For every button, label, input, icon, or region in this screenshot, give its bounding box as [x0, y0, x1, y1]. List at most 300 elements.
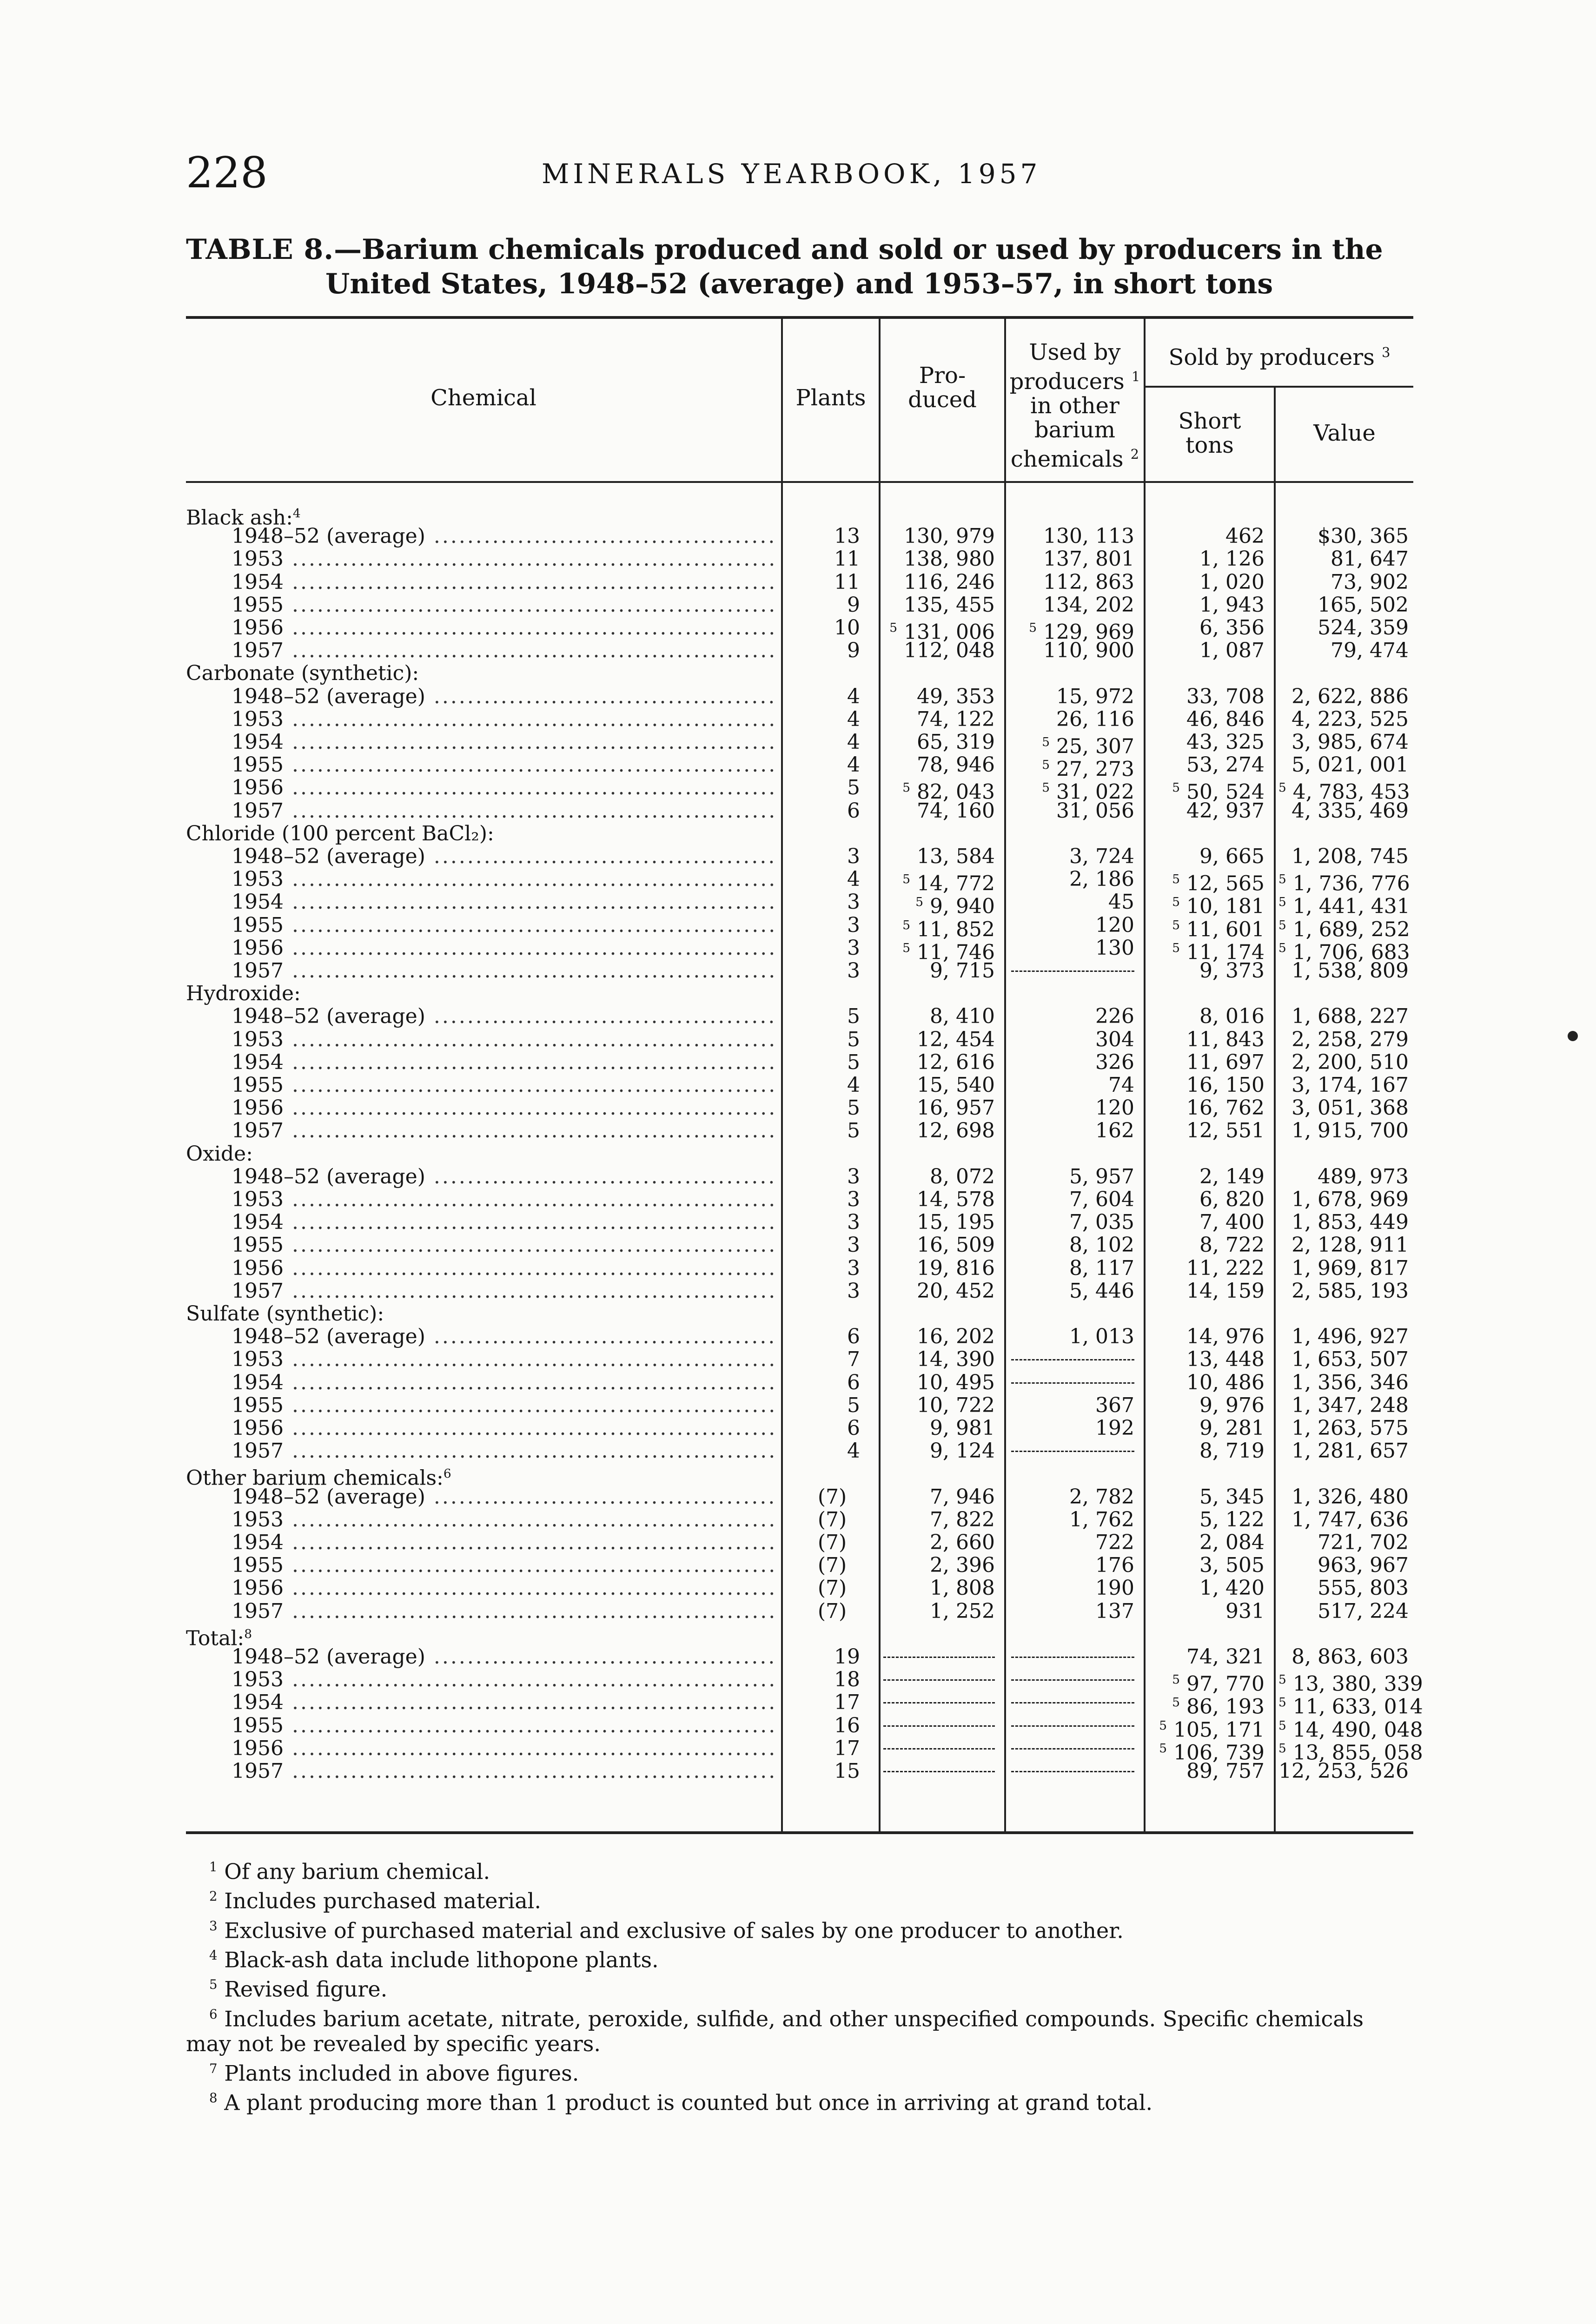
produced-cell [883, 959, 995, 982]
row-year: 1948–52 (average) ..... [232, 1645, 776, 1668]
used-cell-value: 129, 969 [1043, 620, 1134, 644]
used-cell [1009, 1486, 1134, 1508]
table-row [186, 799, 1413, 822]
row-year: 1948–52 (average) ..... [232, 685, 776, 708]
used-cell-value: 130, 113 [1043, 524, 1134, 548]
produced-cell [883, 753, 995, 776]
short-tons-cell-note: 5 [1159, 1741, 1167, 1756]
produced-cell-value: 130, 979 [904, 524, 995, 548]
plants-cell: 4 [847, 867, 860, 891]
footnote-text: Includes purchased material. [224, 1888, 541, 1914]
used-cell [1009, 639, 1134, 662]
page-header [186, 148, 1413, 199]
short-tons-cell-value: 10, 486 [1186, 1370, 1265, 1394]
value-cell [1278, 1234, 1409, 1256]
plants-cell: 17 [834, 1736, 860, 1760]
table-row [186, 1668, 1423, 1696]
short-tons-cell-value: 97, 770 [1186, 1672, 1265, 1696]
short-tons-cell [1148, 1211, 1265, 1234]
table-row [186, 1394, 1413, 1417]
produced-cell [883, 1280, 995, 1302]
short-tons-cell-note: 5 [1172, 780, 1180, 795]
row-year: 1954 ..... [232, 1691, 776, 1714]
category-name: Carbonate (synthetic): [186, 662, 419, 685]
value-cell [1278, 525, 1409, 548]
value-cell-value: 1, 969, 817 [1291, 1256, 1409, 1280]
short-tons-cell [1148, 731, 1265, 753]
table-row [186, 1234, 1413, 1256]
value-cell-value: 1, 281, 657 [1291, 1439, 1409, 1463]
used-cell [1009, 1577, 1134, 1599]
short-tons-cell-value: 1, 420 [1199, 1576, 1265, 1600]
category-name: Chloride (100 percent BaCl₂): [186, 822, 494, 845]
used-cell [1009, 548, 1134, 570]
short-tons-cell-value: 3, 505 [1199, 1553, 1265, 1578]
row-year: 1954 ..... [232, 571, 776, 594]
plants-cell: 3 [847, 959, 860, 983]
short-tons-cell [1148, 1508, 1265, 1531]
row-year: 1955 ..... [232, 753, 776, 776]
short-tons-cell [1148, 1119, 1265, 1142]
bottom-rule [186, 1831, 1413, 1834]
row-year: 1953 ..... [232, 1668, 776, 1691]
value-cell-value: 81, 647 [1331, 547, 1409, 571]
short-tons-cell [1148, 1074, 1265, 1096]
used-cell [1009, 1325, 1134, 1348]
used-cell-value: 120 [1095, 1096, 1134, 1120]
plants-cell: 11 [834, 570, 860, 594]
produced-cell-value: 8, 072 [930, 1164, 995, 1188]
col-header-used-line-5: chemicals $^2$ [1010, 446, 1139, 472]
short-tons-cell-value: 11, 174 [1186, 940, 1265, 964]
plants-cell: 13 [834, 524, 860, 548]
short-tons-cell-value: 1, 087 [1199, 639, 1265, 663]
category-note: 6 [443, 1466, 451, 1481]
value-cell-note: 5 [1278, 1672, 1286, 1687]
produced-cell-value: 135, 455 [904, 593, 995, 617]
table-caption [186, 232, 1413, 301]
short-tons-cell-value: 11, 843 [1186, 1027, 1265, 1051]
col-header-value: Value [1313, 420, 1376, 446]
short-tons-cell [1148, 753, 1265, 776]
value-cell-value: 73, 902 [1331, 570, 1409, 594]
produced-cell-note: 5 [889, 621, 898, 635]
used-dash [1011, 1725, 1134, 1727]
used-dash [1011, 1657, 1134, 1658]
table-row [186, 1325, 1413, 1348]
table-row [186, 685, 1413, 708]
produced-cell [883, 1508, 995, 1531]
footnote-text: Of any barium chemical. [224, 1859, 490, 1884]
footnote-text: Plants included in above figures. [224, 2060, 579, 2086]
used-cell [1009, 708, 1134, 731]
short-tons-cell-value: 86, 193 [1186, 1695, 1265, 1719]
short-tons-cell-note: 5 [1159, 1718, 1167, 1733]
plants-cell: 5 [847, 1119, 860, 1143]
short-tons-cell-value: 9, 976 [1199, 1393, 1265, 1417]
used-cell-value: 134, 202 [1043, 593, 1134, 617]
value-cell [1278, 1119, 1409, 1142]
produced-cell-value: 11, 746 [917, 940, 995, 964]
plants-cell: 9 [847, 639, 860, 663]
produced-cell [883, 1486, 995, 1508]
short-tons-cell [1148, 1280, 1265, 1302]
plants-cell: (7) [817, 1553, 847, 1578]
table-row [186, 1417, 1413, 1439]
plants-cell: 3 [847, 1279, 860, 1303]
produced-cell-note: 5 [902, 918, 911, 932]
row-year: 1955 ..... [232, 1714, 776, 1737]
used-cell-note: 5 [1042, 780, 1050, 795]
value-cell [1278, 731, 1409, 753]
used-cell [1009, 914, 1134, 937]
plants-cell: 3 [847, 913, 860, 937]
category-row [186, 1462, 1413, 1490]
table-row [186, 1051, 1413, 1074]
value-cell-value: 14, 490, 048 [1292, 1718, 1423, 1742]
value-cell-value: 1, 208, 745 [1291, 845, 1409, 868]
category-label [186, 662, 776, 685]
used-cell-value: 7, 035 [1069, 1210, 1134, 1235]
short-tons-cell-value: 7, 400 [1199, 1210, 1265, 1235]
short-tons-cell [1148, 708, 1265, 731]
used-cell-value: 1, 013 [1069, 1325, 1134, 1349]
produced-cell [883, 548, 995, 570]
produced-cell-value: 10, 495 [917, 1370, 995, 1394]
table-row [186, 1760, 1413, 1783]
used-cell-value: 5, 957 [1069, 1164, 1134, 1188]
category-note: 4 [292, 506, 301, 521]
value-cell-value: 12, 253, 526 [1278, 1759, 1409, 1783]
short-tons-cell-value: 46, 846 [1186, 707, 1265, 731]
produced-cell [883, 1417, 995, 1439]
produced-cell-value: 14, 390 [917, 1347, 995, 1372]
used-cell-value: 120 [1095, 913, 1134, 937]
used-cell-value: 15, 972 [1056, 684, 1134, 708]
used-cell-note: 5 [1042, 735, 1050, 749]
plants-cell: 10 [834, 616, 860, 640]
plants-cell: (7) [817, 1576, 847, 1600]
table-row [186, 1028, 1413, 1051]
produced-cell [883, 1165, 995, 1188]
value-cell [1278, 1074, 1409, 1096]
value-cell [1278, 1417, 1409, 1439]
produced-cell-value: 16, 202 [917, 1325, 995, 1349]
used-cell-value: 190 [1095, 1576, 1134, 1600]
short-tons-cell [1148, 1486, 1265, 1508]
row-year: 1948–52 (average) ..... [232, 845, 776, 868]
produced-cell-value: 11, 852 [917, 918, 995, 942]
used-dash [1011, 971, 1134, 972]
value-cell [1278, 1028, 1409, 1051]
short-tons-cell [1148, 1554, 1265, 1577]
value-cell [1278, 1645, 1409, 1668]
table-row [186, 936, 1413, 964]
used-cell [1009, 1234, 1134, 1256]
produced-cell [883, 1371, 995, 1394]
produced-cell [883, 639, 995, 662]
value-cell [1278, 639, 1409, 662]
table-row [186, 1600, 1413, 1623]
footnote-ref: 7 [209, 2060, 218, 2076]
short-tons-cell-value: 105, 171 [1173, 1718, 1265, 1742]
plants-cell: 15 [834, 1759, 860, 1783]
plants-cell: (7) [817, 1485, 847, 1509]
short-tons-cell-value: 5, 345 [1199, 1485, 1265, 1509]
produced-cell [883, 1348, 995, 1371]
short-tons-cell-value: 2, 149 [1199, 1164, 1265, 1188]
category-note: 8 [244, 1626, 252, 1641]
short-tons-cell-value: 9, 373 [1199, 959, 1265, 983]
short-tons-cell-value: 14, 159 [1186, 1279, 1265, 1303]
produced-cell-value: 12, 616 [917, 1050, 995, 1074]
table-row [186, 1554, 1413, 1577]
plants-cell: 4 [847, 1439, 860, 1463]
produced-cell-value: 16, 957 [917, 1096, 995, 1120]
plants-cell: 4 [847, 684, 860, 708]
value-cell-value: 1, 653, 507 [1291, 1347, 1409, 1372]
table-row [186, 1690, 1423, 1719]
table-row [186, 913, 1413, 942]
short-tons-cell-value: 2, 084 [1199, 1531, 1265, 1554]
produced-cell-value: 9, 124 [930, 1439, 995, 1463]
produced-cell [883, 525, 995, 548]
row-year: 1957 ..... [232, 1600, 776, 1623]
produced-cell-value: 8, 410 [930, 1004, 995, 1029]
produced-cell [883, 1257, 995, 1280]
used-cell [1009, 594, 1134, 616]
footnote [186, 1855, 1413, 1884]
value-cell-value: 517, 224 [1318, 1599, 1409, 1623]
table-row [186, 1486, 1413, 1508]
used-cell-value: 31, 056 [1056, 799, 1134, 823]
used-cell-value: 26, 116 [1056, 707, 1134, 731]
plants-cell: 4 [847, 753, 860, 777]
produced-cell-value: 15, 540 [917, 1073, 995, 1097]
plants-cell: 11 [834, 547, 860, 571]
value-cell-value: 1, 736, 776 [1292, 872, 1410, 896]
value-cell-value: 1, 678, 969 [1291, 1188, 1409, 1211]
table-row [186, 639, 1413, 662]
used-dash [1011, 1702, 1134, 1703]
short-tons-cell-value: 13, 448 [1186, 1347, 1265, 1372]
used-cell [1009, 1280, 1134, 1302]
category-row [186, 822, 1413, 845]
value-cell [1278, 1508, 1409, 1531]
footnote-text: Revised figure. [224, 1976, 388, 2002]
value-cell-note: 5 [1278, 872, 1286, 887]
table-label: TABLE 8. [186, 233, 334, 266]
plants-cell: 4 [847, 730, 860, 754]
plants-cell: 5 [847, 776, 860, 800]
value-cell-value: 1, 347, 248 [1291, 1393, 1409, 1417]
used-cell [1009, 1257, 1134, 1280]
plants-cell: 5 [847, 1027, 860, 1051]
used-cell [1009, 1051, 1134, 1074]
value-cell-value: 524, 359 [1318, 616, 1409, 640]
used-cell [1009, 1508, 1134, 1531]
plants-cell: 3 [847, 936, 860, 960]
value-cell-value: 4, 335, 469 [1291, 799, 1409, 823]
category-label [186, 982, 776, 1005]
used-cell-value: 74 [1108, 1073, 1134, 1097]
plants-cell: 5 [847, 1393, 860, 1417]
category-name: Oxide: [186, 1142, 253, 1165]
value-cell [1278, 1280, 1409, 1302]
short-tons-cell [1148, 1234, 1265, 1256]
table-row [186, 594, 1413, 616]
row-year: 1956 ..... [232, 1577, 776, 1599]
used-cell-value: 2, 186 [1069, 867, 1134, 891]
value-cell [1278, 1348, 1409, 1371]
produced-cell-value: 7, 822 [930, 1507, 995, 1532]
table-row [186, 753, 1413, 781]
value-cell-value: 2, 258, 279 [1291, 1027, 1409, 1051]
short-tons-cell [1148, 548, 1265, 570]
category-name: Other barium chemicals: [186, 1466, 444, 1490]
short-tons-cell-value: 14, 976 [1186, 1325, 1265, 1349]
used-cell [1009, 1211, 1134, 1234]
used-cell [1009, 845, 1134, 868]
value-cell-value: 4, 783, 453 [1292, 780, 1410, 805]
table-row [186, 1645, 1413, 1668]
row-year: 1957 ..... [232, 639, 776, 662]
plants-cell: 4 [847, 707, 860, 731]
table-row [186, 1257, 1413, 1280]
value-cell [1278, 548, 1409, 570]
row-year: 1948–52 (average) ..... [232, 1325, 776, 1348]
row-year: 1954 ..... [232, 731, 776, 753]
table-row [186, 1119, 1413, 1142]
short-tons-cell-value: 33, 708 [1186, 684, 1265, 708]
row-year: 1954 ..... [232, 1051, 776, 1074]
table-row [186, 1211, 1413, 1234]
produced-cell [883, 1005, 995, 1028]
short-tons-cell-note: 5 [1172, 940, 1180, 955]
category-row [186, 1623, 1413, 1650]
table-row [186, 1531, 1413, 1554]
footnote [186, 2086, 1413, 2115]
used-cell [1009, 1417, 1134, 1439]
short-tons-cell [1148, 845, 1265, 868]
plants-cell: 3 [847, 1188, 860, 1211]
row-year: 1956 ..... [232, 937, 776, 959]
short-tons-cell-value: 11, 601 [1186, 918, 1265, 942]
col-header-used-line-3: in other [1030, 393, 1119, 419]
category-name: Sulfate (synthetic): [186, 1302, 384, 1325]
produced-cell-value: 13, 584 [917, 845, 995, 868]
used-dash [1011, 1382, 1134, 1384]
col-header-short-line-1: Short [1178, 408, 1241, 434]
short-tons-cell-note: 5 [1172, 918, 1180, 932]
value-cell-value: 8, 863, 603 [1291, 1645, 1409, 1669]
used-cell [1009, 685, 1134, 708]
value-cell [1278, 685, 1409, 708]
value-cell-value: 2, 622, 886 [1291, 684, 1409, 708]
short-tons-cell-value: 11, 697 [1186, 1050, 1265, 1074]
used-cell-value: 27, 273 [1056, 757, 1134, 781]
produced-cell-value: 74, 122 [917, 707, 995, 731]
row-year: 1957 ..... [232, 959, 776, 982]
value-cell [1278, 571, 1409, 594]
footnote [186, 2002, 1413, 2056]
footnotes [186, 1855, 1413, 2115]
value-cell-note: 5 [1278, 918, 1286, 932]
produced-dash [883, 1679, 995, 1681]
table-row [186, 1508, 1413, 1531]
short-tons-cell [1148, 1371, 1265, 1394]
short-tons-cell [1148, 1645, 1265, 1668]
plants-cell: (7) [817, 1507, 847, 1532]
produced-cell-value: 16, 509 [917, 1233, 995, 1257]
row-year: 1957 ..... [232, 1760, 776, 1783]
produced-cell [883, 1028, 995, 1051]
used-cell [1009, 1165, 1134, 1188]
short-tons-cell [1148, 1325, 1265, 1348]
table-row [186, 959, 1413, 982]
value-cell-value: 555, 803 [1318, 1576, 1409, 1600]
produced-cell-value: 116, 246 [904, 570, 995, 594]
short-tons-cell-note: 5 [1172, 895, 1180, 910]
row-year: 1948–52 (average) ..... [232, 525, 776, 548]
used-dash [1011, 1748, 1134, 1750]
produced-cell-value: 2, 660 [930, 1531, 995, 1554]
value-cell [1278, 1257, 1409, 1280]
produced-cell-value: 15, 195 [917, 1210, 995, 1235]
produced-cell [883, 845, 995, 868]
value-cell-value: 13, 855, 058 [1292, 1741, 1423, 1765]
plants-cell: 6 [847, 1370, 860, 1394]
value-cell-value: 721, 702 [1318, 1531, 1409, 1554]
value-cell [1278, 1371, 1409, 1394]
footnote [186, 1943, 1413, 1972]
category-row [186, 502, 1413, 529]
value-cell-value: 1, 326, 480 [1291, 1485, 1409, 1509]
value-cell-value: 1, 263, 575 [1291, 1416, 1409, 1440]
used-cell-value: 3, 724 [1069, 845, 1134, 868]
row-year: 1956 ..... [232, 1257, 776, 1280]
running-title: MINERALS YEARBOOK, 1957 [542, 158, 1041, 190]
row-year: 1955 ..... [232, 1394, 776, 1417]
short-tons-cell-value: 53, 274 [1186, 753, 1265, 777]
used-cell [1009, 1119, 1134, 1142]
value-cell [1278, 594, 1409, 616]
value-cell [1278, 616, 1409, 639]
plants-cell: 3 [847, 845, 860, 868]
short-tons-cell-value: 9, 281 [1199, 1416, 1265, 1440]
short-tons-cell [1148, 1577, 1265, 1599]
value-cell-note: 5 [1278, 780, 1286, 795]
short-tons-cell-value: 89, 757 [1186, 1759, 1265, 1783]
used-dash [1011, 1359, 1134, 1360]
col-header-produced [881, 363, 1004, 412]
footnote [186, 2056, 1413, 2086]
value-cell [1278, 1005, 1409, 1028]
table-row [186, 1165, 1413, 1188]
value-cell-value: 1, 441, 431 [1292, 895, 1410, 919]
short-tons-cell [1148, 1417, 1265, 1439]
used-cell-value: 326 [1095, 1050, 1134, 1074]
produced-cell [883, 1577, 995, 1599]
produced-cell [883, 1325, 995, 1348]
table-row [186, 890, 1413, 919]
produced-cell-note: 5 [902, 872, 911, 887]
used-cell-value: 110, 900 [1043, 639, 1134, 663]
short-tons-cell [1148, 616, 1265, 639]
plants-cell: 3 [847, 1164, 860, 1188]
footnote [186, 1884, 1413, 1913]
produced-cell [883, 1051, 995, 1074]
